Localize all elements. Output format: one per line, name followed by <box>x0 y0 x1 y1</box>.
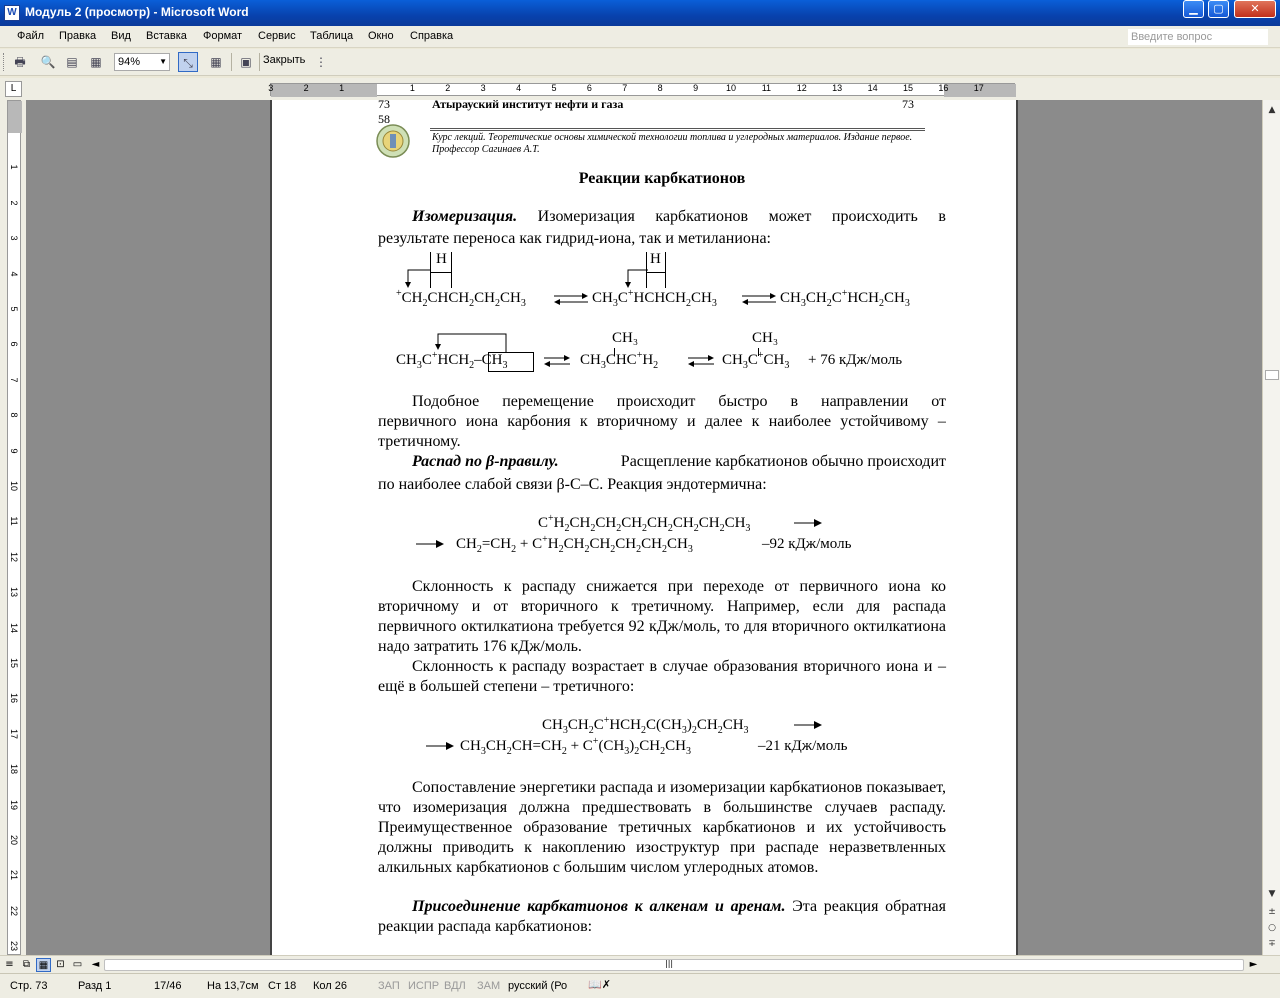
previous-page-button[interactable]: ± <box>1268 907 1276 917</box>
word: перемещение <box>502 393 594 410</box>
energy-2: + 76 кДж/моль <box>808 352 903 368</box>
status-extend[interactable]: ВДЛ <box>444 980 466 992</box>
paragraph-4: Склонность к распаду снижается при переходе от первичного иона ко вторичному и от вторичного к третичному. Например, если для распада первичного октилкатиона требуется 92 кДж/моль, то для вторичного октилкатиона надо затратить 176 кДж/моль. <box>378 578 946 655</box>
paragraph-beta-rest: Расщепление карбкатионов обычно происходит <box>620 453 946 470</box>
print-layout-view-icon[interactable]: ▦ <box>36 958 51 972</box>
scroll-left-button[interactable]: ◄ <box>91 959 100 970</box>
institute-logo <box>376 124 412 160</box>
vertical-ruler[interactable] <box>0 100 26 955</box>
horizontal-scroll-track[interactable] <box>104 959 1244 971</box>
horizontal-scrollbar[interactable] <box>0 955 1280 973</box>
vruler-number: 3 <box>9 235 19 241</box>
vruler-number: 9 <box>9 448 19 454</box>
word: к <box>751 413 760 430</box>
horizontal-ruler[interactable] <box>0 78 1280 100</box>
vruler-number: 8 <box>9 412 19 418</box>
equilibrium-arrow-1 <box>552 292 590 306</box>
menu-table[interactable]: Таблица <box>310 30 354 42</box>
paragraph-isomerization-line2: результате переноса как гидрид-иона, так и метиланиона: <box>378 230 771 247</box>
word: Подобное <box>412 393 480 410</box>
normal-view-icon[interactable]: ≡ <box>5 959 14 970</box>
word: первичного <box>378 413 457 430</box>
h-label-1: H <box>436 251 447 267</box>
scroll-right-button[interactable]: ► <box>1249 959 1258 970</box>
ruler-number: 15 <box>902 83 913 93</box>
product-2c: $CH_3C^+CH_3$ <box>722 350 790 371</box>
vruler-number: 19 <box>9 799 19 810</box>
window-title: Модуль 2 (просмотр) - Microsoft Word <box>25 5 249 19</box>
header-course: Курс лекций. Теоретические основы химической технологии топлива и углеродных материалов. Издание первое. <box>432 132 913 143</box>
scroll-up-button[interactable]: ▲ <box>1268 105 1276 115</box>
reaction-4-top: $CH_3CH_2C^+HCH_2C(CH_3)_2CH_2CH_3$ <box>542 715 749 736</box>
menu-format[interactable]: Формат <box>203 30 243 42</box>
print-icon[interactable]: 🖶 <box>14 55 26 69</box>
forward-arrow-4b <box>426 741 456 751</box>
forward-arrow-3a <box>794 518 824 528</box>
status-column: Кол 26 <box>313 980 347 992</box>
magnifier-icon[interactable]: 🔍 <box>40 55 56 69</box>
select-browse-object-button[interactable]: ○ <box>1268 923 1276 933</box>
equilibrium-arrow-2 <box>740 292 778 306</box>
vruler-number: 13 <box>9 587 19 598</box>
vruler-number: 12 <box>9 551 19 562</box>
paragraph-2-line1 <box>378 393 946 411</box>
word: далее <box>704 413 743 430</box>
term-beta-rule: Распад по β-правилу. <box>412 453 559 470</box>
menu-file[interactable]: Файл <box>17 30 45 42</box>
word: карбония <box>507 413 571 430</box>
word: – <box>937 413 946 430</box>
ruler-left-margin <box>271 84 377 97</box>
ruler-number: 7 <box>622 83 628 93</box>
chevron-down-icon[interactable]: ▼ <box>159 57 167 66</box>
word: Изомеризация <box>537 208 635 225</box>
word: может <box>768 208 812 225</box>
equilibrium-arrow-4 <box>686 354 716 368</box>
ruler-number: 2 <box>303 83 309 93</box>
header-author: Профессор Сагинаев А.Т. <box>432 144 540 155</box>
ruler-number: 14 <box>867 83 878 93</box>
reading-layout-view-icon[interactable]: ▭ <box>72 959 83 970</box>
print-preview-toolbar <box>0 49 1280 76</box>
vruler-number: 22 <box>9 905 19 916</box>
outline-view-icon[interactable]: ⊡ <box>56 959 65 970</box>
shift-arrow-2 <box>620 268 650 292</box>
spelling-status-icon[interactable]: 📖✗ <box>588 978 611 991</box>
title-bar <box>0 0 1280 26</box>
word: вторичному <box>596 413 678 430</box>
ruler-number: 6 <box>586 83 592 93</box>
ruler-number: 9 <box>693 83 699 93</box>
scroll-grip-icon[interactable]: ||| <box>665 959 674 968</box>
forward-arrow-4a <box>794 720 824 730</box>
term-addition: Присоединение карбкатионов к алкенам и аренам. <box>412 898 786 915</box>
hydride-box-line-1 <box>430 272 452 273</box>
vertical-scrollbar[interactable] <box>1262 100 1280 955</box>
menu-edit[interactable]: Правка <box>59 30 97 42</box>
word: иона <box>465 413 499 430</box>
vruler-number: 15 <box>9 657 19 668</box>
ruler-number: 1 <box>339 83 345 93</box>
menu-window[interactable]: Окно <box>368 30 394 42</box>
reactant-2a: $CH_3C^+HCH_2-CH_3$ <box>396 350 508 371</box>
reactant-1a: $^+CH_2CHCH_2CH_2CH_3$ <box>396 288 526 309</box>
scroll-thumb[interactable] <box>1265 370 1279 380</box>
vruler-number: 18 <box>9 764 19 775</box>
equilibrium-arrow-3 <box>542 354 572 368</box>
toolbar-options-icon[interactable]: ⋮ <box>315 55 327 69</box>
term-isomerization: Изомеризация. <box>412 208 518 225</box>
ruler-number: 11 <box>761 83 772 93</box>
vruler-number: 20 <box>9 834 19 845</box>
shrink-to-fit-icon[interactable]: ▦ <box>210 55 222 69</box>
section-title: Реакции карбкатионов <box>578 170 746 187</box>
toolbar-grip[interactable] <box>3 53 6 71</box>
status-overtype[interactable]: ЗАМ <box>477 980 501 992</box>
page-number-left: 73 <box>378 97 390 111</box>
maximize-button[interactable]: ▢ <box>1208 0 1229 18</box>
reaction-3-bottom: $CH_2=CH_2 + C^+H_2CH_2CH_2CH_2CH_2CH_3$ <box>456 534 693 555</box>
ask-question-input[interactable]: Введите вопрос <box>1128 29 1268 45</box>
word: происходит <box>616 393 696 410</box>
ruler-number: 1 <box>409 83 415 93</box>
word: к <box>579 413 588 430</box>
one-page-icon[interactable]: ▤ <box>66 55 78 69</box>
close-preview-button[interactable]: Закрыть <box>263 54 306 66</box>
ruler-number: 5 <box>551 83 557 93</box>
status-position: На 13,7см <box>207 980 259 992</box>
paragraph-5: Склонность к распаду возрастает в случае образования вторичного иона и – ещё в большей степени – третичного: <box>378 658 946 695</box>
paragraph-7 <box>378 897 946 937</box>
toolbar-separator <box>231 53 232 71</box>
ruler-number: 3 <box>480 83 486 93</box>
energy-4: –21 кДж/моль <box>758 738 848 754</box>
methyl-branch-2: CH₃ <box>752 330 779 346</box>
vruler-number: 7 <box>9 377 19 383</box>
word: от <box>931 393 946 410</box>
vruler-number: 21 <box>9 870 19 881</box>
vruler-number: 11 <box>9 516 19 527</box>
status-record-macro[interactable]: ЗАП <box>378 980 400 992</box>
vruler-number: 4 <box>9 271 19 277</box>
header-title: Атырауский институт нефти и газа <box>432 97 624 111</box>
minimize-button[interactable]: ▁ <box>1183 0 1204 18</box>
h-label-2: H <box>650 251 661 267</box>
close-window-button[interactable]: ✕ <box>1234 0 1276 18</box>
word: карбкатионов <box>655 208 749 225</box>
vruler-top-margin <box>8 101 22 133</box>
ruler-number: 8 <box>657 83 663 93</box>
vruler-number: 23 <box>9 941 19 952</box>
status-page: Стр. 73 <box>10 980 48 992</box>
status-bar <box>0 973 1280 998</box>
menu-tools[interactable]: Сервис <box>258 30 296 42</box>
word: в <box>790 393 799 410</box>
ruler-number: 2 <box>445 83 451 93</box>
vruler-number: 17 <box>9 728 19 739</box>
vruler-number: 14 <box>9 622 19 633</box>
status-pages: 17/46 <box>154 980 182 992</box>
paragraph-6: Сопоставление энергетики распада и изомеризации карбкатионов показывает, что изомеризация должна предшествовать в большинстве случаев распаду. Преимущественное образование третичных карбкатионов и их устойчивость должны приводить к накоплению изоструктур при распаде неразветвленных алкильных карбкатионов с большим числом углеродных атомов. <box>378 779 946 876</box>
word: наиболее <box>768 413 832 430</box>
page-number-right: 73 <box>902 97 914 111</box>
zoom-value: 94% <box>118 56 141 68</box>
reaction-3-top: $C^+H_2CH_2CH_2CH_2CH_2CH_2CH_2CH_3$ <box>538 513 751 534</box>
paragraph-7-rest: Эта реакция обратная реакции распада карбкатионов: <box>378 898 946 935</box>
product-1c: $CH_3CH_2C^+HCH_2CH_3$ <box>780 288 910 309</box>
shift-arrow-1 <box>402 268 432 292</box>
next-page-button[interactable]: ∓ <box>1268 939 1276 949</box>
paragraph-2-line3: третичному. <box>378 433 461 450</box>
vruler-number: 2 <box>9 200 19 206</box>
vruler-number: 5 <box>9 306 19 312</box>
paragraph-2-line2 <box>378 413 946 431</box>
vruler-number: 6 <box>9 341 19 347</box>
page-number-left-2: 58 <box>378 112 390 126</box>
word-app-icon[interactable]: W <box>4 5 20 21</box>
view-ruler-icon[interactable]: ⤡ <box>178 52 198 72</box>
paragraph-beta-line1 <box>378 453 946 471</box>
full-screen-icon[interactable]: ▣ <box>240 55 252 69</box>
toolbar-separator <box>259 53 260 71</box>
menu-insert[interactable]: Вставка <box>146 30 187 42</box>
word: направлении <box>821 393 909 410</box>
menu-help[interactable]: Справка <box>410 30 454 42</box>
header-rule <box>430 128 925 131</box>
ruler-number: 13 <box>832 83 843 93</box>
status-line: Ст 18 <box>268 980 297 992</box>
zoom-select[interactable] <box>114 53 170 71</box>
status-track-changes[interactable]: ИСПР <box>408 980 440 992</box>
document-page[interactable] <box>270 97 1018 955</box>
energy-3: –92 кДж/моль <box>762 536 852 552</box>
scroll-down-button[interactable]: ▼ <box>1268 889 1276 899</box>
reactant-1b: $CH_3C^+HCHCH_2CH_3$ <box>592 288 717 309</box>
paragraph-beta-line2: по наиболее слабой связи β-С–С. Реакция эндотермична: <box>378 476 767 493</box>
reaction-4-bottom: $CH_3CH_2CH=CH_2 + C^+(CH_3)_2CH_2CH_3$ <box>460 736 691 757</box>
ruler-number: 17 <box>973 83 984 93</box>
ruler-number: 3 <box>268 83 274 93</box>
methyl-branch-1: CH₃ <box>612 330 639 346</box>
status-language: русский (Ро <box>508 980 568 992</box>
word: быстро <box>718 393 768 410</box>
vruler-number: 1 <box>9 164 19 170</box>
ruler-number: 4 <box>516 83 522 93</box>
forward-arrow-3b <box>416 539 446 549</box>
ruler-number: 12 <box>796 83 807 93</box>
word: происходить <box>831 208 918 225</box>
vruler-strip[interactable] <box>7 100 21 955</box>
web-layout-view-icon[interactable]: ⧉ <box>22 959 31 970</box>
methyl-shift-arrow <box>430 332 510 354</box>
status-section: Разд 1 <box>78 980 112 992</box>
product-2b: $CH_3CHC^+H_2$ <box>580 350 659 371</box>
menu-view[interactable]: Вид <box>111 30 131 42</box>
word: и <box>687 413 696 430</box>
word: устойчивому <box>840 413 929 430</box>
word: в <box>938 208 946 225</box>
multiple-pages-icon[interactable]: ▦ <box>90 55 102 69</box>
tab-selector-icon[interactable]: L <box>5 81 22 97</box>
ruler-strip[interactable] <box>270 83 1015 96</box>
menu-bar <box>0 26 1280 48</box>
vruler-number: 10 <box>9 480 19 491</box>
ruler-number: 16 <box>938 83 949 93</box>
paragraph-isomerization-line1 <box>378 208 946 226</box>
vruler-number: 16 <box>9 693 19 704</box>
ruler-number: 10 <box>725 83 736 93</box>
